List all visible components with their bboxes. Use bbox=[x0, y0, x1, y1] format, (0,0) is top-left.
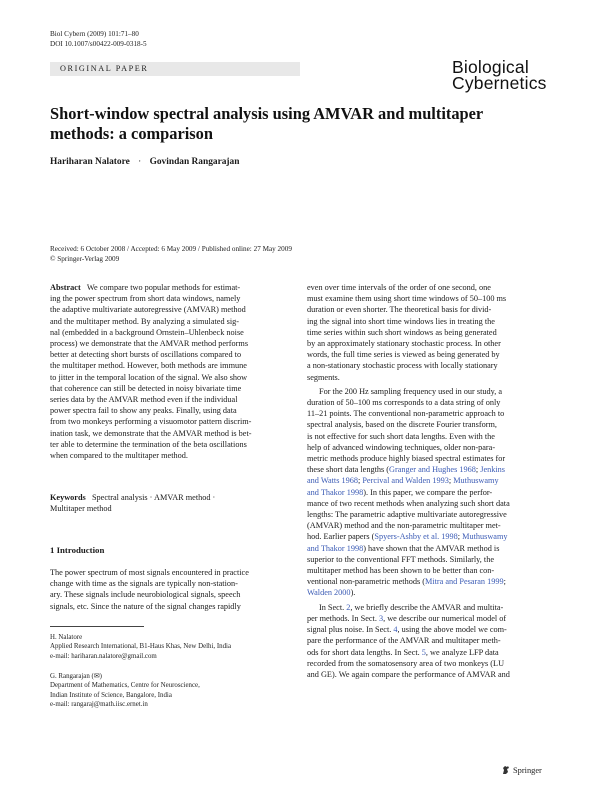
journal-logo: Biological Cybernetics bbox=[452, 57, 547, 93]
citation-link[interactable]: Jenkins bbox=[480, 465, 505, 475]
section-link[interactable]: 3 bbox=[378, 613, 384, 623]
introduction-text-left: The power spectrum of most signals encountered in practice change with time as the signals are typically non-station- ary. These signals include neurobiological signals, speech signals, etc. Since the nature of the signal changes rapidly bbox=[50, 568, 249, 611]
publication-history: Received: 6 October 2008 / Accepted: 6 May 2009 / Published online: 27 May 2009 bbox=[50, 245, 292, 253]
citation-link[interactable]: Spyers-Ashby et al. 1998 bbox=[374, 532, 458, 542]
abstract: Abstract We compare two popular methods for estimat- ing the power spectrum from short data windows, namely the adaptive multivariate autoregressive (AMVAR) method and the multitaper method. By analyzing a simulated sig- nal (embedded in a background Ornstein–Uhlenbeck noise process) we demonstrate that the AMVAR method performs better at detecting short bursts of oscillations compared to the multitaper method. However, both methods are immune to jitter in the temporal location of the signal. We also show that coherence can still be detected in noisy bivariate time series data by the AMVAR method even if the individual power spectra fail to show any peaks. Finally, using data from two monkeys performing a visuomotor pattern discrim- ination task, we demonstrate that the AMVAR method is bet- ter able to determine the termination of the beta oscillations when compared to the multitaper method. bbox=[50, 283, 252, 461]
section-link[interactable]: 5 bbox=[421, 647, 426, 657]
citation-link[interactable]: Muthuswamy bbox=[462, 532, 508, 542]
abstract-heading: Abstract bbox=[50, 283, 81, 292]
author-separator: · bbox=[138, 157, 142, 167]
section-heading-introduction: 1 Introduction bbox=[50, 545, 105, 555]
citation-link[interactable]: Percival and Walden 1993 bbox=[362, 476, 449, 486]
paper-title: Short-window spectral analysis using AMVAR and multitaper methods: a comparison bbox=[50, 104, 483, 143]
section-link[interactable]: 4 bbox=[393, 625, 398, 635]
affiliation-author1: H. Nalatore Applied Research International, B1-Haus Khas, New Delhi, India e-mail: hariharan.nalatore@gmail.com bbox=[50, 634, 232, 660]
citation-link[interactable]: Granger and Hughes 1968 bbox=[389, 465, 476, 475]
citation-link[interactable]: and Thakor 1998 bbox=[307, 543, 364, 553]
article-type-label: ORIGINAL PAPER bbox=[60, 64, 149, 73]
author-list bbox=[50, 157, 239, 167]
citation-link[interactable]: and Thakor 1998 bbox=[307, 487, 364, 497]
publisher-mark: Springer bbox=[502, 765, 542, 775]
doi-line: DOI 10.1007/s00422-009-0318-5 bbox=[50, 40, 147, 48]
keywords-heading: Keywords bbox=[50, 493, 86, 502]
springer-horse-icon bbox=[502, 765, 510, 775]
section-link[interactable]: 2 bbox=[346, 602, 351, 612]
author-name: Hariharan Nalatore bbox=[50, 157, 130, 167]
introduction-text-right: even over time intervals of the order of one second, one must examine them using short time windows of 50–100 ms duration or even shorter. The theoretical basis for divid- ing the signal into short time windows lies in treating the time series within such short windows as being generated by an approximately stationary stochastic process. In other words, the full time series is viewed as being generated by a non-stationary stochastic process with locally stationary segments. For the 200 Hz sampling frequency used in our study, a duration of 50–100 ms corresponds to a data string of only 11–21 points. The conventional non-parametric approach to spectral analysis, based on the discrete Fourier transform, is not effective for such short data lengths. Even with the help of advanced windowing techniques, older non-para- metric methods produce highly biased spectral estimates for these short data lengths (Granger and Hughes 1968; Jenkins and Watts 1968; Percival and Walden 1993; Muthuswamy and Thakor 1998). In this paper, we compare the perfor- mance of two recent methods when analyzing such short data lengths: The parametric adaptive multivariate autoregressive (AMVAR) method and the non-parametric multitaper met- hod. Earlier papers (Spyers-Ashby et al. 1998; Muthuswamy and Thakor 1998) have shown that the AMVAR method is superior to the conventional FFT methods. Similarly, the multitaper method has been shown to be better than con- ventional non-parametric methods (Mitra and Pesaran 1999; Walden 2000). In Sect. 2, we briefly describe the AMVAR and multita- per methods. In Sect. 3, we describe our numerical model of signal plus noise. In Sect. 4, using the above model we com- pare the performance of the AMVAR and multitaper meth- ods for short data lengths. In Sect. 5, we analyze LFP data recorded from the somatosensory area of two monkeys (LU and GE). We again compare the performance of AMVAR and bbox=[307, 283, 510, 679]
citation-link[interactable]: Walden 2000 bbox=[307, 588, 351, 598]
citation-link[interactable]: and Watts 1968 bbox=[307, 476, 358, 486]
keywords: Keywords Spectral analysis · AMVAR method · Multitaper method bbox=[50, 493, 216, 514]
journal-citation: Biol Cybern (2009) 101:71–80 bbox=[50, 30, 139, 38]
affiliation-author2: G. Rangarajan (✉) Department of Mathematics, Centre for Neuroscience, Indian Institute of Science, Bangalore, India e-mail: rangaraj@math.iisc.ernet.in bbox=[50, 673, 200, 708]
footnote-divider bbox=[50, 626, 144, 627]
citation-link[interactable]: Mitra and Pesaran 1999 bbox=[424, 577, 504, 587]
copyright-line: © Springer-Verlag 2009 bbox=[50, 255, 120, 263]
author-name: Govindan Rangarajan bbox=[149, 157, 240, 167]
citation-link[interactable]: Muthuswamy bbox=[453, 476, 499, 486]
